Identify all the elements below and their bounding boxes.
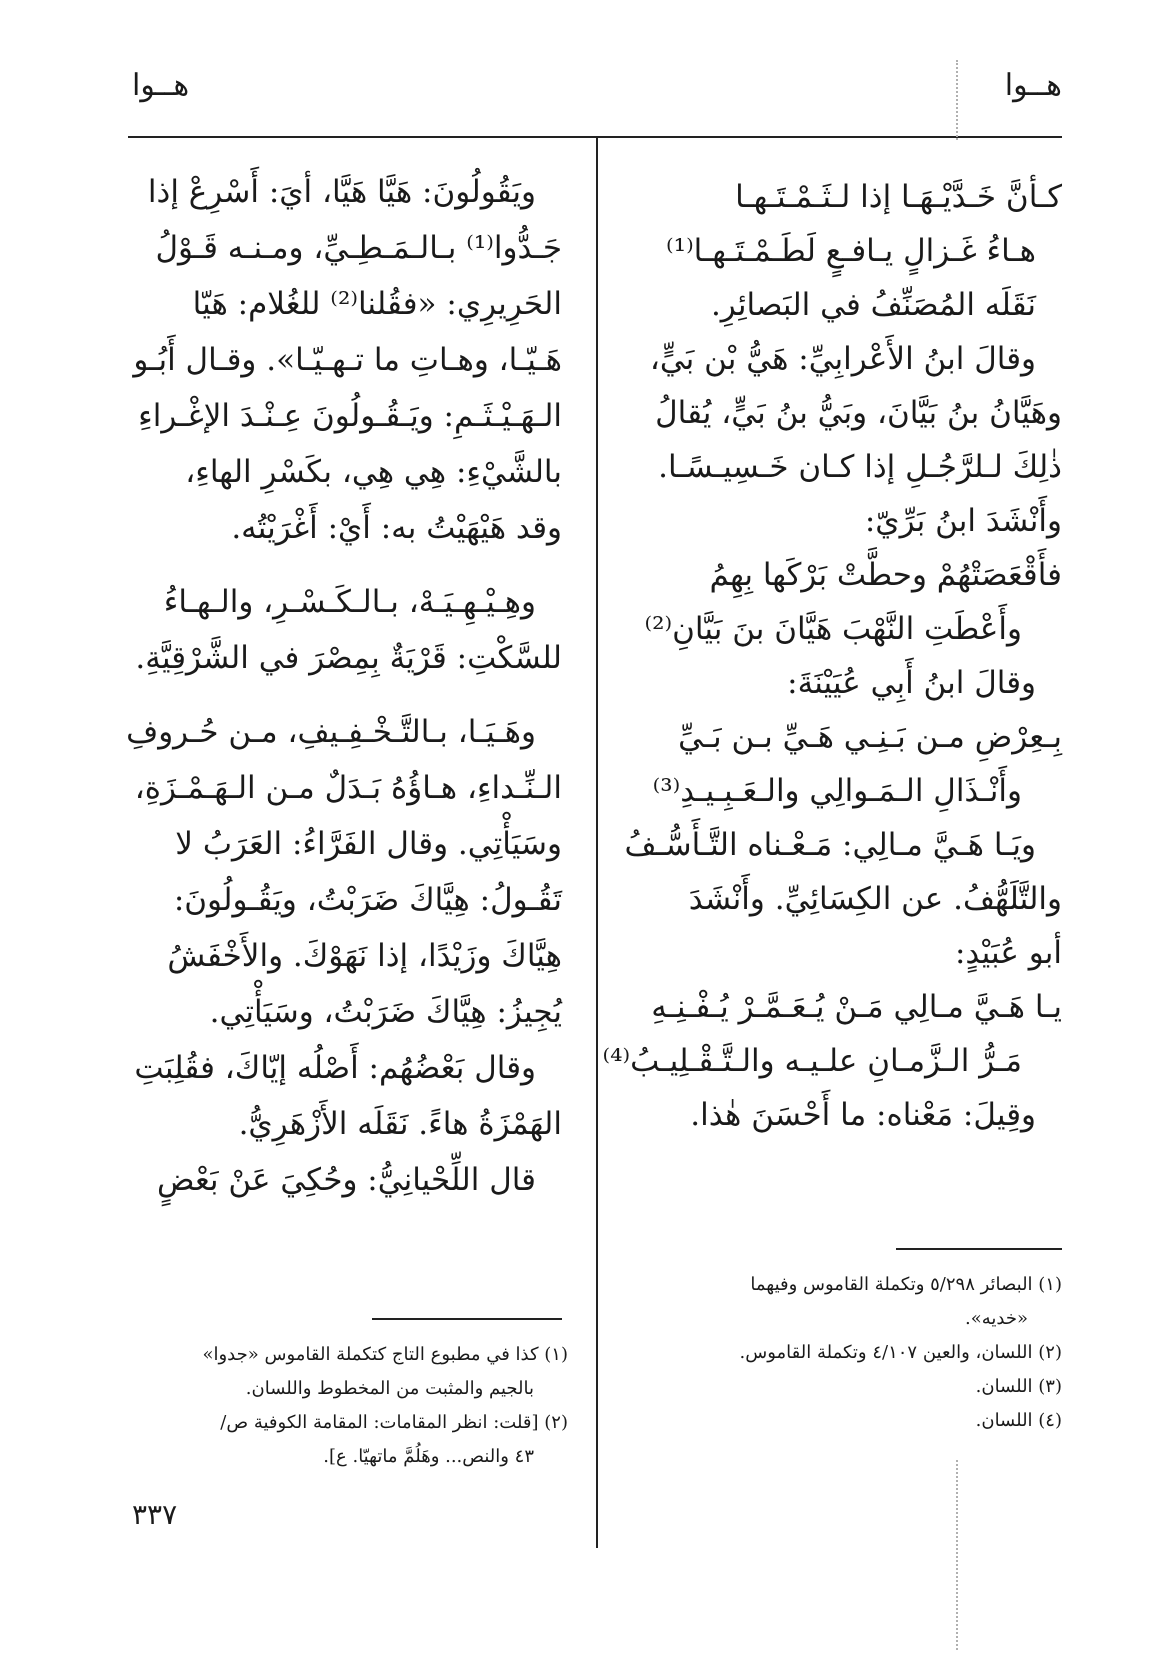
- text-line: وقالَ ابنُ الأَعْرابِيِّ: هَيُّ بْن بَيٍّ،: [649, 341, 1036, 377]
- text-line: ذٰلِكَ لـلرَّجُـلِ إذا كـان خَـسِيـسًـا.: [658, 449, 1062, 485]
- scan-gutter-mark: [956, 1460, 958, 1650]
- paragraph-gap: [128, 687, 562, 705]
- text-line: كـأنَّ خَـدَّيْـهَـا إذا لـثَـمْـتَـهـا: [735, 179, 1062, 215]
- footnotes-left: [128, 1338, 568, 1474]
- running-header-left: هــوا: [132, 68, 190, 103]
- footnote-line: (١) البصائر ٥/٢٩٨ وتكملة القاموس وفيهما: [750, 1274, 1062, 1295]
- text-line: بِـعِرْضِ مـن بَـنِـي هَـيِّ بـن بَـيِّ: [678, 719, 1062, 755]
- text-line: جَـدُّوا⁽¹⁾ بـالـمَـطِـيِّ، ومـنـه قَـوْلُ: [155, 230, 562, 266]
- column-divider: [596, 138, 598, 1548]
- text-line: وأَعْطَتِ النَّهْبَ هَيَّانَ بنَ بَيَّانِ⁽²⁾: [644, 611, 1022, 647]
- paragraph-gap: [128, 557, 562, 575]
- text-line: الحَرِيرِي: «فقُلنا⁽²⁾ للغُلام: هَيّا: [192, 286, 562, 322]
- text-line: ويَقُولُونَ: هَيَّا هَيَّا، أيَ: أَسْرِعْ إذا: [147, 174, 536, 210]
- footnote-line: (١) كذا في مطبوع التاج كتكملة القاموس «جدوا»: [202, 1344, 568, 1365]
- left-column: [128, 165, 562, 1209]
- right-column: [602, 170, 1062, 1142]
- page-number: ٣٣٧: [132, 1498, 178, 1531]
- footnote-line: بالجيم والمثبت من المخطوط واللسان.: [245, 1378, 534, 1399]
- text-line: وهِـيْـهِـيَـهْ، بـالـكَـسْـرِ، والـهـاءُ: [163, 584, 536, 620]
- text-line: وقِيلَ: مَعْناه: ما أَحْسَنَ هٰذا.: [690, 1097, 1036, 1133]
- text-line: وهَـيَـا، بـالتَّـخْـفِـيفِ، مـن حُـروفِ: [126, 714, 536, 750]
- text-line: نَقَلَه المُصَنِّفُ في البَصائِرِ.: [710, 287, 1036, 323]
- text-line: الـهَـيْـثَـمِ: ويَـقُـولُونَ عِـنْـدَ الإغْـراءِ: [138, 398, 562, 434]
- text-line: يُجِيزُ: هِيَّاكَ ضَرَبْتُ، وسَيَأْتِي.: [209, 994, 562, 1030]
- footnote-rule-right: [896, 1248, 1062, 1250]
- header-rule: [128, 136, 1062, 138]
- text-line: هَـيّـا، وهـاتِ ما تـهـيّـا». وقـال أَبُـو: [133, 342, 562, 378]
- text-line: الـنِّـداءِ، هـاؤُهُ بَـدَلٌ مـن الـهَـمْـزَةِ،: [134, 770, 562, 806]
- footnote-line: (٤) اللسان.: [975, 1410, 1062, 1431]
- footnote-line: (٢) [قلت: انظر المقامات: المقامة الكوفية ص/: [220, 1412, 568, 1433]
- text-line: للسَّكْتِ: قَرْيَةٌ بِمِصْرَ في الشَّرْقِيَّةِ.: [135, 640, 562, 676]
- text-line: بالشَّيْءِ: هِي هِي، بكَسْرِ الهاءِ،: [185, 454, 562, 490]
- text-line: وقالَ ابنُ أَبِي عُيَيْنَةَ:: [787, 665, 1036, 701]
- text-line: أبو عُبَيْدٍ:: [954, 935, 1062, 971]
- footnote-line: (٢) اللسان، والعين ٤/١٠٧ وتكملة القاموس.: [739, 1342, 1062, 1363]
- footnotes-right: [640, 1268, 1062, 1438]
- footnote-line: ٤٣ والنص... وهَلُمَّ ماتهيّا. ع].: [323, 1446, 534, 1467]
- text-line: وأَنْشَدَ ابنُ بَرِّيّ:: [864, 503, 1062, 539]
- text-line: مَـرُّ الـزَّمـانِ علـيـه والـتَّـقْـلِيـبُ⁽⁴⁾: [602, 1043, 1022, 1079]
- running-header-right: هــوا: [1004, 68, 1062, 103]
- footnote-line: «خديه».: [965, 1308, 1028, 1329]
- text-line: وقال بَعْضُهُم: أَصْلُه إيّاكَ، فقُلِبَتِ: [134, 1050, 536, 1086]
- text-line: وهَيَّانُ بنُ بَيَّانَ، وبَيُّ بنُ بَيٍّ، يُقالُ: [655, 395, 1062, 431]
- text-line: قال اللِّحْيانِيُّ: وحُكِيَ عَنْ بَعْضٍ: [157, 1162, 536, 1198]
- text-line: تَقُـولُ: هِيَّاكَ ضَرَبْتُ، ويَقُـولُونَ:: [173, 882, 562, 918]
- footnote-rule-left: [372, 1318, 562, 1320]
- scan-gutter-mark: [956, 60, 958, 140]
- text-line: والتَّلَهُّفُ. عن الكِسَائِيِّ. وأَنْشَدَ: [688, 881, 1062, 917]
- text-line: هِيَّاكَ وزَيْدًا، إذا نَهَوْكَ. والأَخْفَشُ: [167, 938, 562, 974]
- text-line: وسَيَأْتِي. وقال الفَرَّاءُ: العَرَبُ لا: [175, 826, 562, 862]
- text-line: هـاءُ غَـزالٍ يـافـعٍ لَطَـمْـتَـهـا⁽¹⁾: [666, 233, 1036, 269]
- text-line: وقد هَيْهَيْتُ به: أَيْ: أَغْرَيْتُه.: [231, 510, 562, 546]
- text-line: وأَنْـذَالِ الـمَـوالِي والـعَـبِـيـدِ⁽³⁾: [652, 773, 1022, 809]
- text-line: يـا هَـيَّ مـالِي مَـنْ يُـعَـمَّـرْ يُـفْـنِـهِ: [651, 989, 1062, 1025]
- text-line: الهَمْزَةُ هاءً. نَقَلَه الأَزْهَرِيُّ.: [238, 1106, 562, 1142]
- footnote-line: (٣) اللسان.: [975, 1376, 1062, 1397]
- text-line: فأَقْعَصَتْهُمْ وحطَّتْ بَرْكَها بِهِمُ: [709, 557, 1062, 593]
- text-line: ويَـا هَـيَّ مـالِي: مَـعْـناه التَّـأَسُّـفُ: [624, 827, 1036, 863]
